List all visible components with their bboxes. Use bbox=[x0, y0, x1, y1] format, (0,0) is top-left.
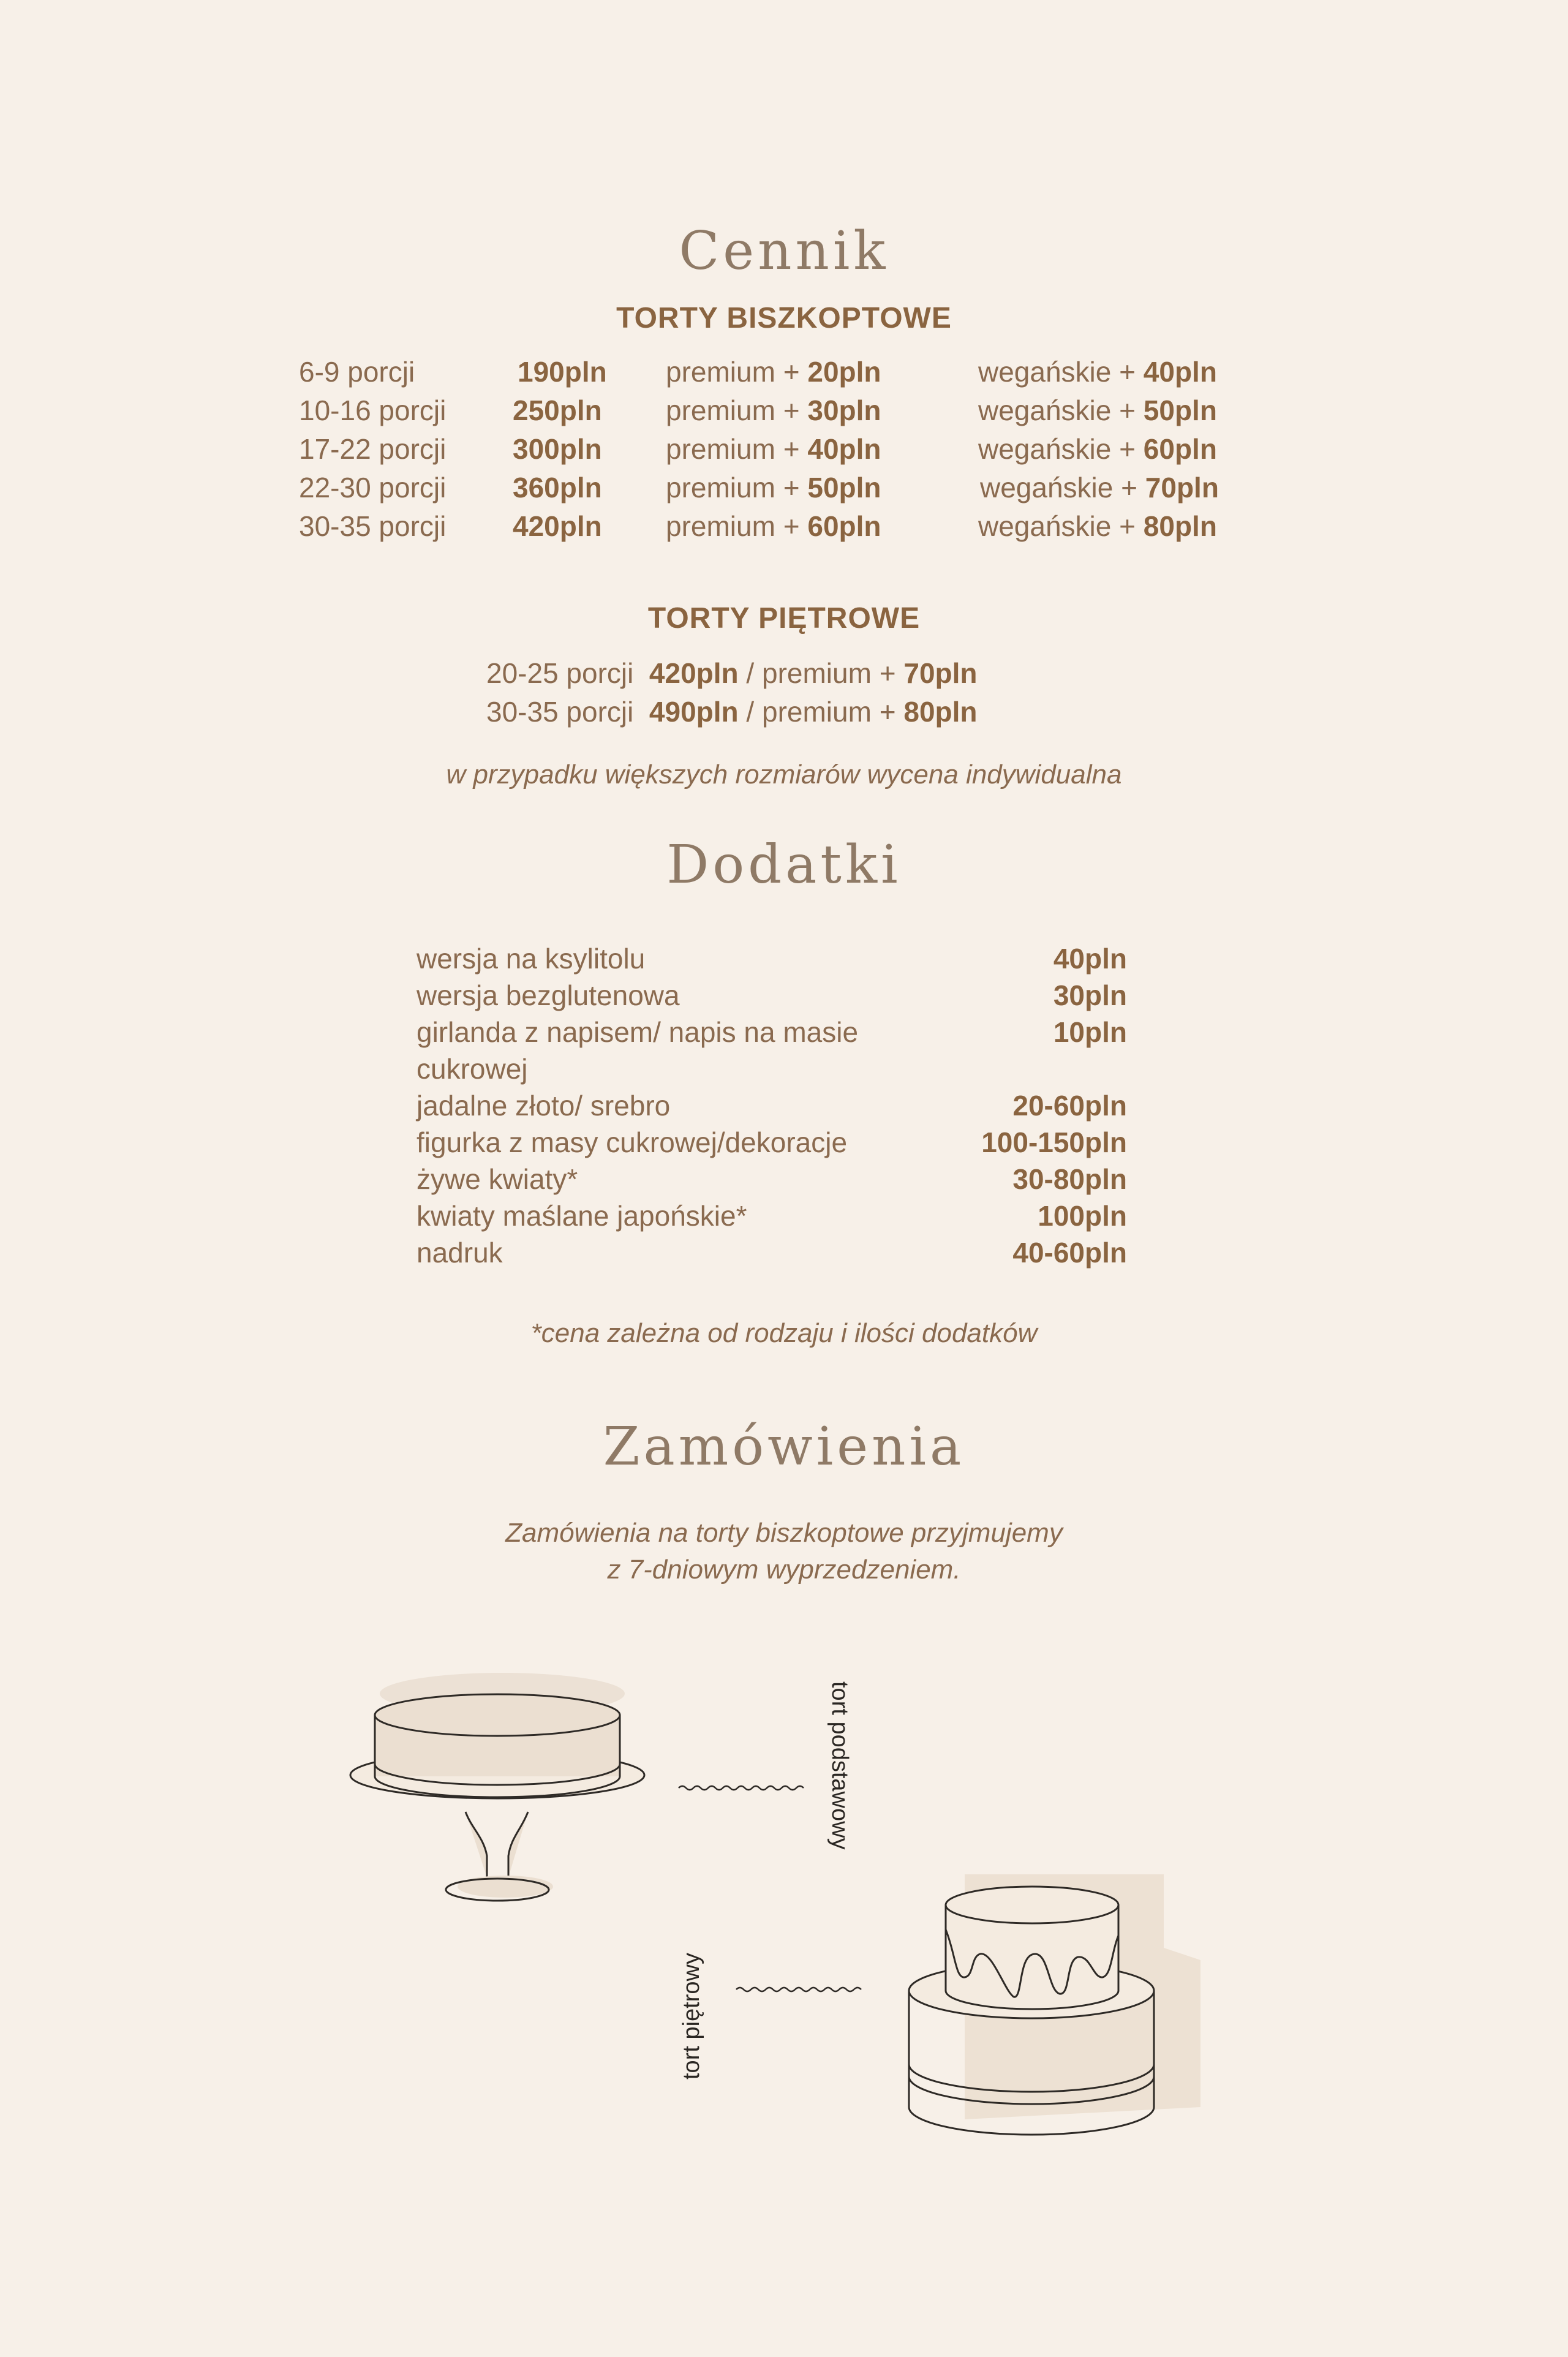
item-price: 100pln bbox=[1038, 1200, 1127, 1232]
vegan-price: 70pln bbox=[1145, 472, 1219, 503]
vegan-label: wegańskie + bbox=[978, 433, 1144, 465]
premium-price: 80pln bbox=[903, 696, 978, 728]
premium-label: premium + bbox=[666, 510, 808, 542]
item-price: 40pln bbox=[1053, 943, 1127, 975]
vegan-price: 60pln bbox=[1143, 433, 1217, 465]
item-label: wersja bezglutenowa bbox=[417, 979, 680, 1011]
porcje-label: 6-9 porcji bbox=[299, 356, 415, 388]
premium-price: 70pln bbox=[903, 657, 978, 689]
premium-label: / premium + bbox=[738, 657, 904, 689]
item-label: girlanda z napisem/ napis na masie cukrowej bbox=[417, 1016, 859, 1085]
item-label: jadalne złoto/ srebro bbox=[417, 1090, 671, 1122]
item-price: 30-80pln bbox=[1012, 1163, 1127, 1195]
item-label: wersja na ksylitolu bbox=[417, 943, 646, 975]
item-label: figurka z masy cukrowej/dekoracje bbox=[417, 1126, 848, 1158]
porcje-label: 10-16 porcji bbox=[299, 394, 447, 426]
label-tort-pietrowy: tort piętrowy bbox=[679, 1953, 704, 2080]
connector-wave-icon bbox=[679, 1786, 804, 1790]
cake-stand-icon bbox=[350, 1673, 644, 1901]
vegan-label: wegańskie + bbox=[978, 510, 1144, 542]
zamowienia-text-line2: z 7-dniowym wyprzedzeniem. bbox=[607, 1555, 961, 1585]
base-price: 360pln bbox=[513, 472, 602, 503]
porcje-label: 22-30 porcji bbox=[299, 472, 447, 503]
base-price: 250pln bbox=[513, 394, 602, 426]
premium-price: 60pln bbox=[807, 510, 881, 542]
vegan-price: 50pln bbox=[1143, 394, 1217, 426]
item-price: 20-60pln bbox=[1012, 1090, 1127, 1122]
vegan-label: wegańskie + bbox=[980, 472, 1145, 503]
cennik-title: Cennik bbox=[679, 221, 889, 282]
porcje-label: 17-22 porcji bbox=[299, 433, 447, 465]
item-price: 100-150pln bbox=[981, 1126, 1127, 1158]
item-label: kwiaty maślane japońskie* bbox=[417, 1200, 747, 1232]
base-price: 190pln bbox=[518, 356, 607, 388]
premium-label: / premium + bbox=[738, 696, 904, 728]
cennik-note: w przypadku większych rozmiarów wycena indywidualna bbox=[446, 760, 1122, 790]
premium-price: 20pln bbox=[807, 356, 881, 388]
premium-label: premium + bbox=[666, 433, 808, 465]
base-price: 420pln bbox=[513, 510, 602, 542]
premium-price: 40pln bbox=[807, 433, 881, 465]
zamowienia-text-line1: Zamówienia na torty biszkoptowe przyjmujemy bbox=[505, 1518, 1063, 1548]
base-price: 300pln bbox=[513, 433, 602, 465]
porcje-label: 30-35 porcji bbox=[486, 696, 634, 728]
vegan-label: wegańskie + bbox=[978, 356, 1144, 388]
premium-label: premium + bbox=[666, 356, 808, 388]
item-price: 30pln bbox=[1053, 979, 1127, 1011]
premium-price: 50pln bbox=[807, 472, 881, 503]
vegan-label: wegańskie + bbox=[978, 394, 1144, 426]
vegan-price: 40pln bbox=[1143, 356, 1217, 388]
porcje-label: 30-35 porcji bbox=[299, 510, 447, 542]
porcje-label: 20-25 porcji bbox=[486, 657, 634, 689]
dodatki-title: Dodatki bbox=[666, 834, 902, 896]
pietrowe-heading: TORTY PIĘTROWE bbox=[647, 602, 921, 635]
zamowienia-title: Zamówienia bbox=[603, 1416, 965, 1477]
connector-wave-icon bbox=[736, 1988, 861, 1991]
base-price: 420pln bbox=[649, 657, 739, 689]
item-price: 10pln bbox=[1053, 1016, 1127, 1048]
tiered-cake-icon bbox=[909, 1874, 1200, 2135]
premium-label: premium + bbox=[666, 394, 808, 426]
biszkopt-heading: TORTY BISZKOPTOWE bbox=[616, 302, 952, 334]
item-label: żywe kwiaty* bbox=[417, 1163, 578, 1195]
item-price: 40-60pln bbox=[1012, 1237, 1127, 1269]
item-label: nadruk bbox=[417, 1237, 503, 1269]
premium-price: 30pln bbox=[807, 394, 881, 426]
vegan-price: 80pln bbox=[1143, 510, 1217, 542]
premium-label: premium + bbox=[666, 472, 808, 503]
base-price: 490pln bbox=[649, 696, 739, 728]
dodatki-note: *cena zależna od rodzaju i ilości dodatków bbox=[530, 1318, 1038, 1348]
label-tort-podstawowy: tort podstawowy bbox=[827, 1681, 853, 1850]
